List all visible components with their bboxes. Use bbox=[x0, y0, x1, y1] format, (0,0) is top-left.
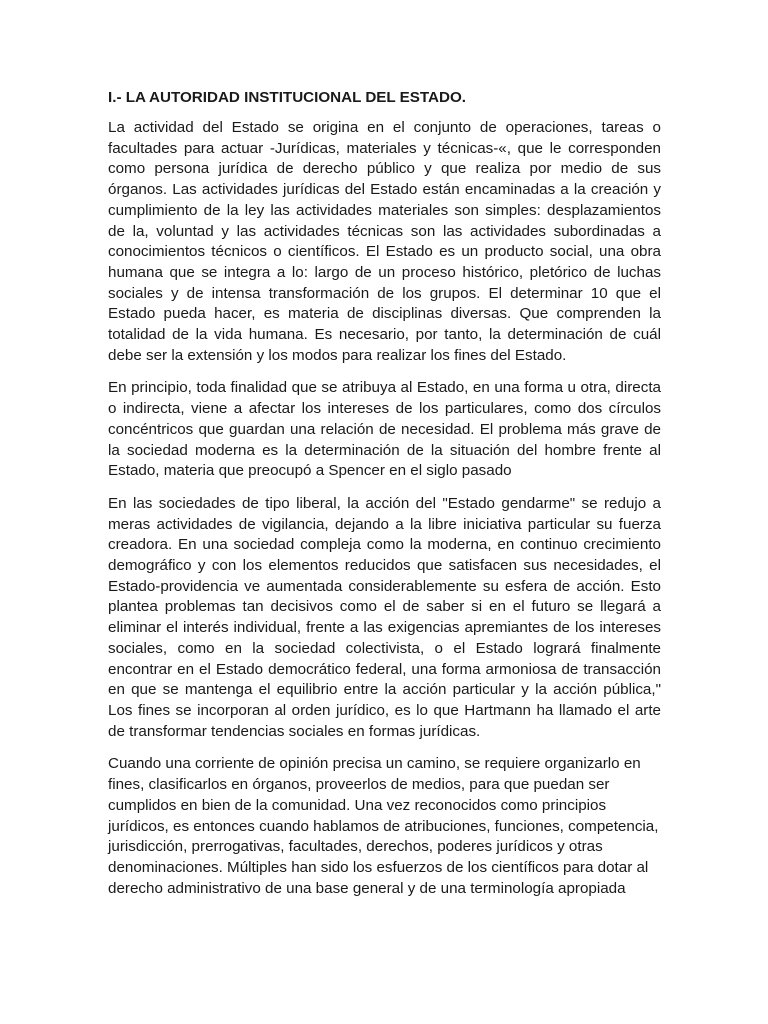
document-page bbox=[108, 88, 661, 911]
paragraph-4: Cuando una corriente de opinión precisa un camino, se requiere organizarlo en fines, clasificarlos en órganos, proveerlos de medios, para que puedan ser cumplidos en bien de la comunidad. Una vez reconocidos como principios jurídicos, es entonces cuando hablamos de atribuciones, funciones, competencia, jurisdicción, prerrogativas, facultades, derechos, poderes jurídicos y otras denominaciones. Múltiples han sido los esfuerzos de los científicos para dotar al derecho administrativo de una base general y de una terminología apropiada bbox=[108, 755, 659, 897]
section-heading: I.- LA AUTORIDAD INSTITUCIONAL DEL ESTADO. bbox=[108, 89, 467, 106]
paragraph-2: En principio, toda finalidad que se atribuya al Estado, en una forma u otra, directa o indirecta, viene a afectar los intereses de los particulares, como dos círculos concéntricos que guardan una relación de necesidad. El problema más grave de la sociedad moderna es la determinación de la situación del hombre frente al Estado, materia que preocupó a Spencer en el siglo pasado bbox=[108, 379, 661, 480]
paragraph-3: En las sociedades de tipo liberal, la acción del "Estado gendarme" se redujo a meras actividades de vigilancia, dejando a la libre iniciativa particular su fuerza creadora. En una sociedad compleja como la moderna, en continuo crecimiento demográfico y con los elementos reducidos que satisfacen sus necesidades, el Estado-providencia ve aumentada considerablemente su esfera de acción. Esto plantea problemas tan decisivos como el de saber si en el futuro se llegará a eliminar el interés individual, frente a las exigencias apremiantes de los intereses sociales, como en la sociedad colectivista, o el Estado logrará finalmente encontrar en el Estado democrático federal, una forma armoniosa de transacción en que se mantenga el equilibrio entre la acción particular y la acción pública," Los fines se incorporan al orden jurídico, es lo que Hartmann ha llamado el arte de transformar tendencias sociales en formas jurídicas. bbox=[108, 494, 661, 740]
paragraph-1: La actividad del Estado se origina en el conjunto de operaciones, tareas o facultades para actuar -Jurídicas, materiales y técnicas-«, que le corresponden como persona jurídica de derecho público y que realiza por medio de sus órganos. Las actividades jurídicas del Estado están encaminadas a la creación y cumplimiento de la ley las actividades materiales son simples: desplazamientos de la, voluntad y las actividades técnicas son las actividades subordinadas a conocimientos técnicos o científicos. El Estado es un producto social, una obra humana que se integra a lo: largo de un proceso histórico, pletórico de luchas sociales y de intensa transformación de los grupos. El determinar 10 que el Estado pueda hacer, es materia de disciplinas diversas. Que comprenden la totalidad de la vida humana. Es necesario, por tanto, la determinación de cuál debe ser la extensión y los modos para realizar los fines del Estado. bbox=[108, 119, 661, 364]
